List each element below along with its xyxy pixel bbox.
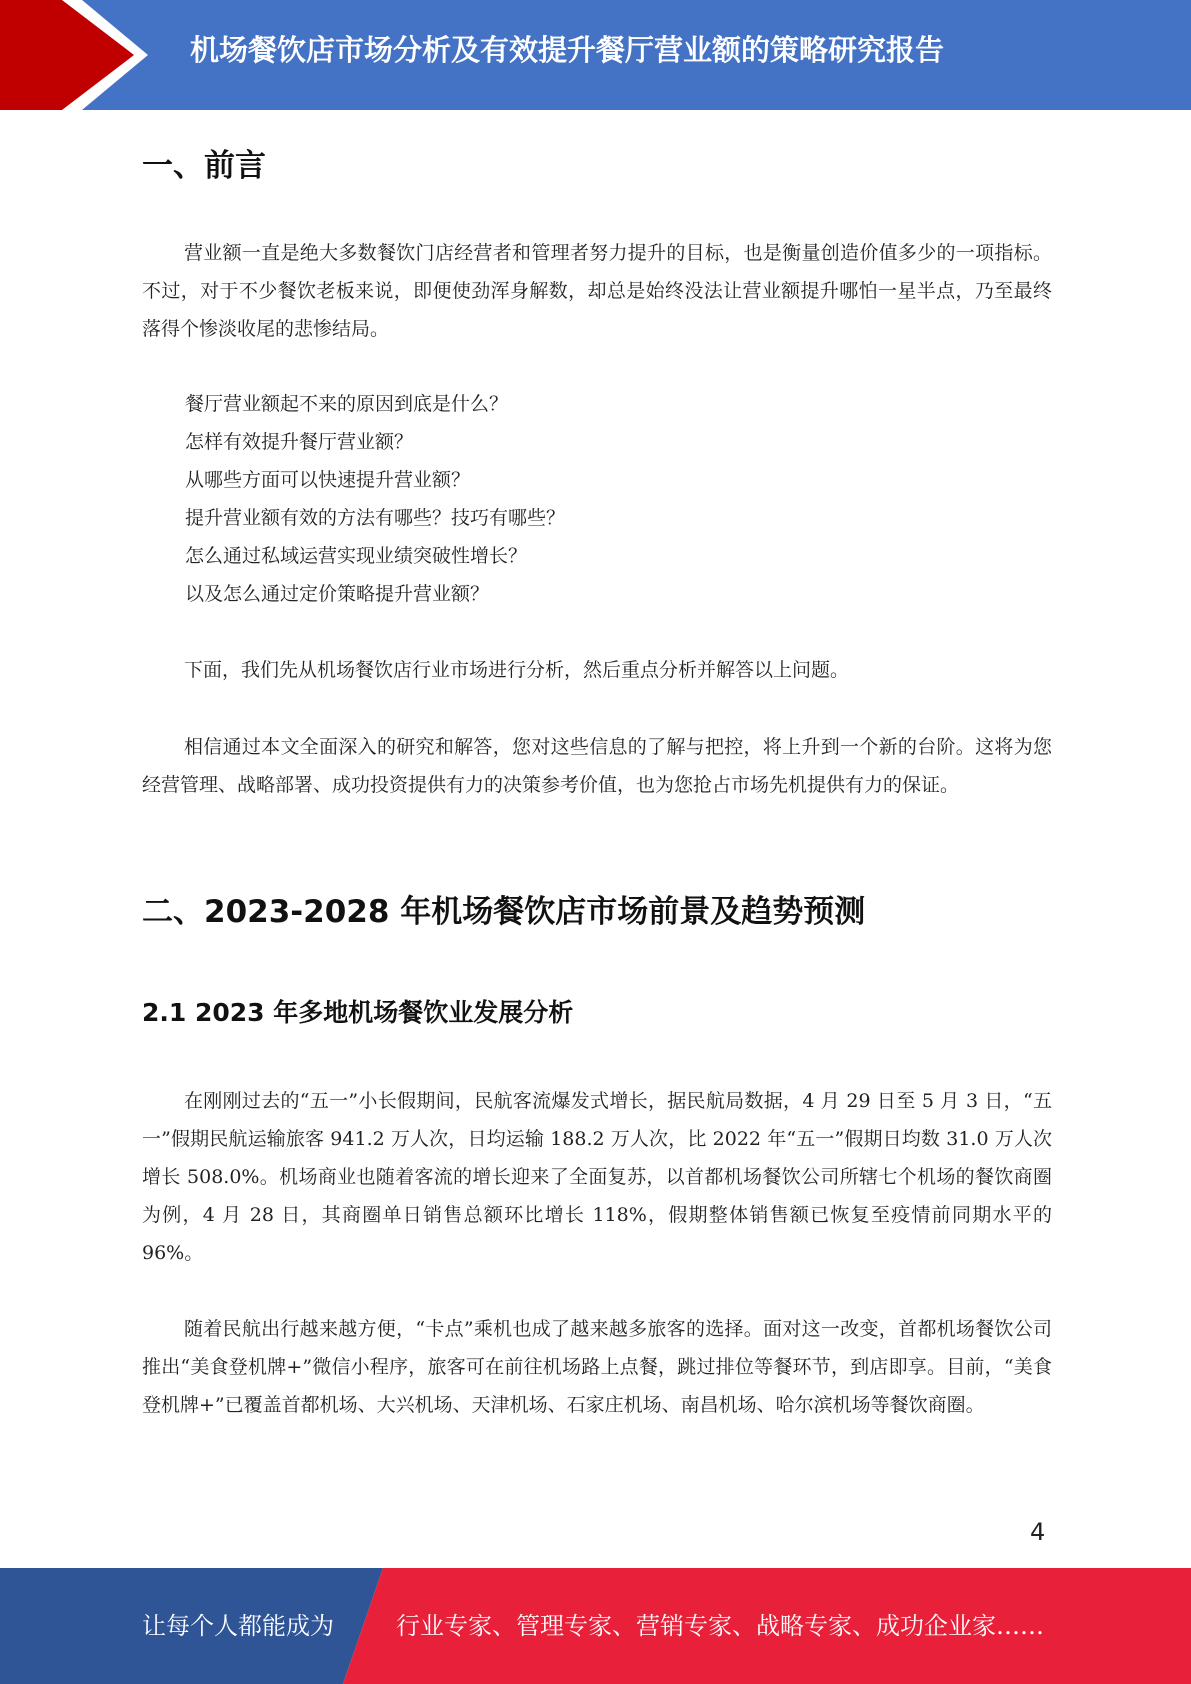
header-banner: [0, 0, 1191, 110]
question-item: 怎么通过私域运营实现业绩突破性增长？: [185, 545, 528, 567]
preface-paragraph-2: 下面，我们先从机场餐饮店行业市场进行分析，然后重点分析并解答以上问题。: [184, 659, 850, 681]
subsection-heading-2-1: 2.1 2023 年多地机场餐饮业发展分析: [142, 998, 574, 1027]
question-item: 提升营业额有效的方法有哪些？技巧有哪些？: [185, 507, 566, 529]
header-arrow-shape: [0, 0, 160, 110]
question-item: 以及怎么通过定价策略提升营业额？: [185, 583, 490, 605]
report-title: 机场餐饮店市场分析及有效提升餐厅营业额的策略研究报告: [190, 33, 945, 67]
question-item: 从哪些方面可以快速提升营业额？: [185, 469, 471, 491]
footer-banner: [0, 1568, 1191, 1684]
section-heading-market-outlook: 二、2023-2028 年机场餐饮店市场前景及趋势预测: [142, 894, 866, 930]
subsection-paragraph-1: 在刚刚过去的“五一”小长假期间，民航客流爆发式增长，据民航局数据，4 月 29 日至 5 月 3 日，“五一”假期民航运输旅客 941.2 万人次，日均运输 188.2 万人次，比 2022 年“五一”假期日均数 31.0 万人次增长 508.0%。机场商业也随着客流的增长迎来了全面复苏，以首都机场餐饮公司所辖七个机场的餐饮商圈为例，4 月 28 日，其商圈单日销售总额环比增长 118%，假期整体销售额已恢复至疫情前同期水平的 96%。: [142, 1090, 1052, 1264]
footer-slogan-right: 行业专家、管理专家、营销专家、战略专家、成功企业家……: [396, 1612, 1044, 1640]
question-list: [185, 385, 1045, 613]
question-item: 怎样有效提升餐厅营业额？: [185, 431, 414, 453]
red-arrow-icon: [0, 0, 148, 110]
page-number: 4: [1030, 1518, 1046, 1546]
footer-slogan-left: 让每个人都能成为: [142, 1612, 334, 1640]
subsection-paragraph-2: 随着民航出行越来越方便，“卡点”乘机也成了越来越多旅客的选择。面对这一改变，首都机场餐饮公司推出“美食登机牌+”微信小程序，旅客可在前往机场路上点餐，跳过排位等餐环节，到店即享。目前，“美食登机牌+”已覆盖首都机场、大兴机场、天津机场、石家庄机场、南昌机场、哈尔滨机场等餐饮商圈。: [142, 1318, 1052, 1416]
preface-paragraph-3: 相信通过本文全面深入的研究和解答，您对这些信息的了解与把控，将上升到一个新的台阶。这将为您经营管理、战略部署、成功投资提供有力的决策参考价值，也为您抢占市场先机提供有力的保证。: [142, 736, 1052, 796]
preface-paragraph-1: 营业额一直是绝大多数餐饮门店经营者和管理者努力提升的目标，也是衡量创造价值多少的一项指标。不过，对于不少餐饮老板来说，即便使劲浑身解数，却总是始终没法让营业额提升哪怕一星半点，乃至最终落得个惨淡收尾的悲惨结局。: [142, 242, 1052, 340]
question-item: 餐厅营业额起不来的原因到底是什么？: [185, 393, 509, 415]
section-heading-preface: 一、前言: [142, 148, 266, 184]
